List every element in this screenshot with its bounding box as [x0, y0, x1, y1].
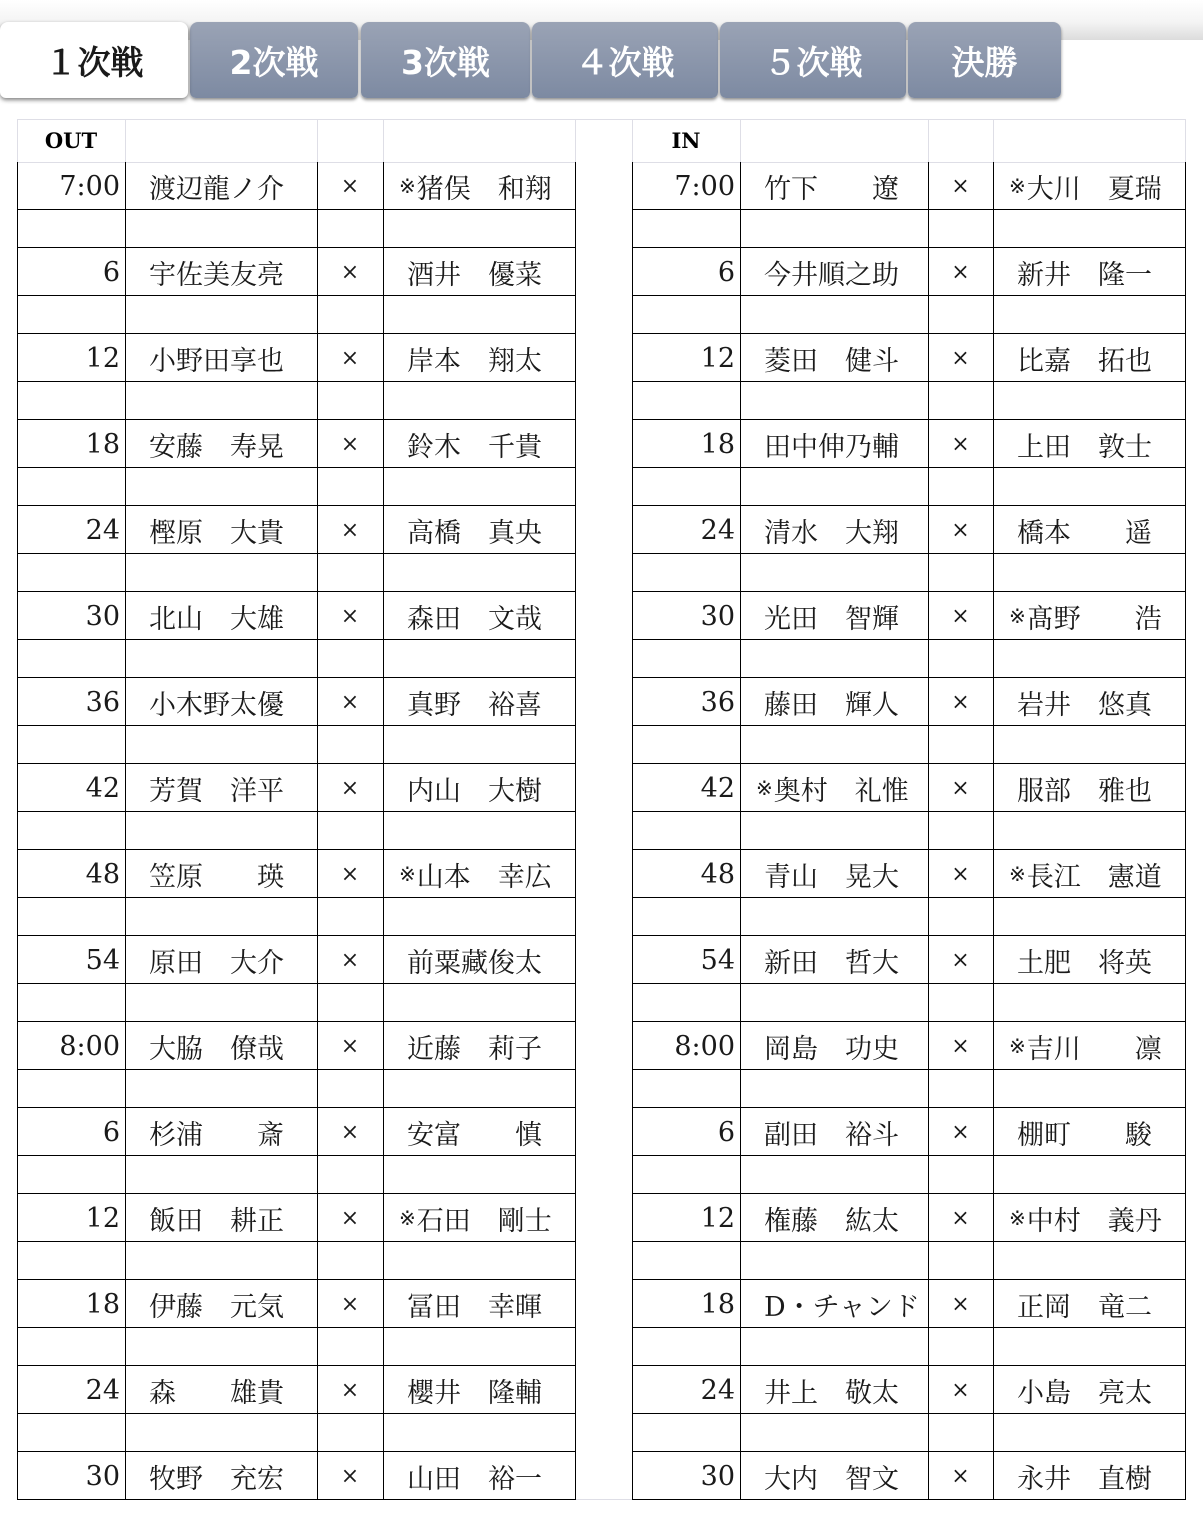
match-time-text: 18: [85, 428, 120, 460]
player-1-name-text: 牧野 充宏: [149, 1463, 284, 1495]
match-time-text: 12: [85, 342, 120, 374]
match-time: [632, 592, 740, 640]
player-2-name: [993, 1366, 1185, 1414]
player-2-name: [383, 1280, 575, 1328]
vs-symbol: [928, 850, 993, 898]
vs-symbol: [317, 678, 383, 726]
player-1-name: [125, 764, 317, 812]
header-divider: [928, 119, 929, 162]
player-1-name-text: 原田 大介: [149, 947, 284, 979]
player-2-name-text: 岩井 悠真: [1017, 689, 1152, 721]
player-2-name-text: 近藤 莉子: [407, 1033, 542, 1065]
vs-symbol-text: ×: [951, 603, 970, 629]
vs-symbol: [928, 162, 993, 210]
match-time: [632, 936, 740, 984]
vs-symbol-text: ×: [951, 947, 970, 973]
player-2-name-text: 鈴木 千貴: [407, 431, 542, 463]
player-1-name-text: 大内 智文: [764, 1463, 899, 1495]
vs-symbol: [317, 936, 383, 984]
tab-round-1[interactable]: １次戦: [0, 22, 188, 98]
player-1-name: [740, 1194, 928, 1242]
player-1-name: [740, 420, 928, 468]
player-1-name-text: 安藤 寿晃: [149, 431, 284, 463]
player-2-name-text: 髙野 浩: [1026, 603, 1162, 635]
player-2-name: [993, 850, 1185, 898]
vs-symbol: [317, 1108, 383, 1156]
round-tabs: [0, 22, 1203, 100]
player-2-name-text: 橋本 遥: [1017, 517, 1152, 549]
player-1-name-text: 井上 敬太: [764, 1377, 899, 1409]
player-1-name-text: 光田 智輝: [764, 603, 899, 635]
match-time-text: 24: [700, 514, 735, 546]
player-1-name-text: 笠原 瑛: [149, 861, 284, 893]
match-time-text: 8:00: [674, 1030, 735, 1062]
match-time-text: 12: [700, 1202, 735, 1234]
match-time-text: 48: [700, 858, 735, 890]
match-time: [17, 420, 125, 468]
player-2-name: [993, 764, 1185, 812]
player-2-name-text: 真野 裕喜: [407, 689, 542, 721]
vs-symbol: [317, 162, 383, 210]
vs-symbol: [928, 334, 993, 382]
player-2-name-text: 冨田 幸暉: [407, 1291, 542, 1323]
player-2-name-text: 猪俣 和翔: [416, 173, 552, 205]
player-1-name: [125, 592, 317, 640]
player-1-name-text: 田中伸乃輔: [764, 431, 899, 463]
match-time: [17, 1194, 125, 1242]
tab-round-2[interactable]: 2次戦: [190, 22, 358, 98]
vs-symbol-text: ×: [951, 1119, 970, 1145]
vs-symbol-text: ×: [340, 947, 360, 973]
vs-symbol: [928, 1366, 993, 1414]
player-2-name: [383, 1022, 575, 1070]
vs-symbol: [317, 506, 383, 554]
seed-mark: ※: [1009, 174, 1026, 198]
player-1-name: [125, 420, 317, 468]
header-divider: [1185, 119, 1186, 162]
vs-symbol-text: ×: [951, 517, 970, 543]
player-2-name-text: 新井 隆一: [1017, 259, 1152, 291]
match-time-text: 6: [102, 256, 120, 288]
player-2-name: [383, 764, 575, 812]
player-2-name: [383, 248, 575, 296]
vs-symbol-text: ×: [340, 1205, 360, 1231]
player-2-name: [993, 506, 1185, 554]
vs-symbol-text: ×: [340, 689, 360, 715]
vs-symbol-text: ×: [951, 1377, 970, 1403]
match-time-text: 24: [85, 1374, 120, 1406]
player-1-name: [740, 162, 928, 210]
player-1-name: [740, 1280, 928, 1328]
match-time-text: 24: [85, 514, 120, 546]
player-2-name-text: 上田 敦士: [1017, 431, 1152, 463]
player-1-name-text: 北山 大雄: [149, 603, 284, 635]
vs-symbol: [317, 248, 383, 296]
player-2-name-text: 森田 文哉: [407, 603, 542, 635]
match-time: [632, 678, 740, 726]
match-time: [17, 162, 125, 210]
match-time: [17, 1280, 125, 1328]
player-2-name: [993, 678, 1185, 726]
player-2-name: [993, 1022, 1185, 1070]
match-time-text: 30: [85, 1460, 120, 1492]
player-2-name-text: 石田 剛士: [416, 1205, 552, 1237]
player-2-name: [993, 936, 1185, 984]
player-2-name-text: 正岡 竜二: [1017, 1291, 1152, 1323]
match-time-text: 8:00: [59, 1030, 120, 1062]
tab-round-6[interactable]: 決勝: [908, 22, 1061, 98]
match-time-text: 12: [700, 342, 735, 374]
player-1-name: [125, 1194, 317, 1242]
player-2-name-text: 酒井 優菜: [407, 259, 542, 291]
player-1-name: [125, 506, 317, 554]
column-divider: [575, 162, 576, 1500]
match-time: [17, 506, 125, 554]
player-1-name-text: D・チャンド: [764, 1291, 920, 1323]
vs-symbol: [317, 764, 383, 812]
player-2-name: [383, 850, 575, 898]
vs-symbol: [928, 506, 993, 554]
player-1-name: [125, 936, 317, 984]
player-2-name: [993, 1452, 1185, 1500]
player-1-name-text: 芳賀 洋平: [149, 775, 284, 807]
player-1-name-text: 副田 裕斗: [764, 1119, 899, 1151]
player-1-name: [740, 1452, 928, 1500]
vs-symbol-text: ×: [951, 861, 970, 887]
vs-symbol: [317, 850, 383, 898]
column-divider: [1185, 162, 1186, 1500]
player-2-name-text: 安富 慎: [407, 1119, 542, 1151]
player-2-name: [383, 334, 575, 382]
player-1-name: [740, 1366, 928, 1414]
header-top-line: [17, 119, 1185, 120]
match-time-text: 42: [85, 772, 120, 804]
vs-symbol-text: ×: [340, 1291, 360, 1317]
match-time-text: 36: [700, 686, 735, 718]
player-1-name: [125, 850, 317, 898]
player-2-name: [993, 1280, 1185, 1328]
match-time-text: 18: [700, 1288, 735, 1320]
player-1-name: [125, 1108, 317, 1156]
vs-symbol-text: ×: [340, 775, 360, 801]
seed-mark: ※: [399, 1206, 416, 1230]
player-1-name-text: 森 雄貴: [149, 1377, 284, 1409]
player-1-name-text: 竹下 遼: [764, 173, 899, 205]
match-time-text: 48: [85, 858, 120, 890]
player-2-name-text: 永井 直樹: [1017, 1463, 1152, 1495]
vs-symbol: [317, 1280, 383, 1328]
match-time-text: 30: [700, 1460, 735, 1492]
vs-symbol-text: ×: [951, 1033, 970, 1059]
player-1-name: [740, 592, 928, 640]
player-1-name: [125, 678, 317, 726]
player-1-name: [125, 334, 317, 382]
match-time: [632, 1108, 740, 1156]
player-1-name: [740, 248, 928, 296]
match-time-text: 7:00: [59, 170, 120, 202]
player-1-name-text: 伊藤 元気: [149, 1291, 284, 1323]
player-2-name: [383, 678, 575, 726]
match-time: [632, 248, 740, 296]
player-2-name-text: 櫻井 隆輔: [407, 1377, 542, 1409]
gap-bottom-line: [575, 1499, 632, 1500]
vs-symbol-text: ×: [951, 431, 970, 457]
vs-symbol-text: ×: [340, 345, 360, 371]
player-1-name-text: 樫原 大貴: [149, 517, 284, 549]
match-time-text: 54: [85, 944, 120, 976]
player-2-name: [993, 592, 1185, 640]
player-1-name-text: 藤田 輝人: [764, 689, 899, 721]
vs-symbol-text: ×: [340, 517, 360, 543]
match-time: [17, 1366, 125, 1414]
vs-symbol: [928, 420, 993, 468]
player-1-name-text: 小野田享也: [149, 345, 284, 377]
match-time: [17, 334, 125, 382]
vs-symbol: [928, 592, 993, 640]
header-divider: [740, 119, 741, 162]
player-2-name: [383, 420, 575, 468]
seed-mark: ※: [1009, 862, 1026, 886]
player-1-name-text: 小木野太優: [149, 689, 284, 721]
out-header: OUT: [44, 128, 98, 153]
player-2-name-text: 土肥 将英: [1017, 947, 1152, 979]
player-1-name-text: 今井順之助: [764, 259, 899, 291]
match-time: [632, 1280, 740, 1328]
vs-symbol: [317, 1194, 383, 1242]
player-1-name: [740, 936, 928, 984]
player-1-name-text: 奥村 礼惟: [773, 775, 909, 807]
player-1-name: [740, 1022, 928, 1070]
player-2-name: [383, 592, 575, 640]
player-1-name-text: 飯田 耕正: [149, 1205, 284, 1237]
player-2-name: [383, 1108, 575, 1156]
vs-symbol: [928, 1194, 993, 1242]
in-header: IN: [671, 128, 701, 153]
player-1-name: [740, 1108, 928, 1156]
player-2-name: [383, 1366, 575, 1414]
player-2-name: [993, 420, 1185, 468]
vs-symbol-text: ×: [340, 861, 360, 887]
player-1-name-text: 渡辺龍ノ介: [149, 173, 284, 205]
player-2-name: [383, 506, 575, 554]
vs-symbol-text: ×: [340, 1033, 360, 1059]
vs-symbol-text: ×: [951, 1463, 970, 1489]
seed-mark: ※: [1009, 604, 1026, 628]
vs-symbol: [317, 334, 383, 382]
match-time: [632, 1366, 740, 1414]
player-2-name: [383, 162, 575, 210]
match-time: [632, 420, 740, 468]
vs-symbol-text: ×: [340, 259, 360, 285]
vs-symbol: [928, 764, 993, 812]
tab-round-3[interactable]: 3次戦: [361, 22, 530, 98]
match-time: [17, 936, 125, 984]
player-1-name: [740, 850, 928, 898]
player-2-name: [383, 936, 575, 984]
player-2-name-text: 吉川 凛: [1026, 1033, 1162, 1065]
vs-symbol: [317, 1366, 383, 1414]
match-time: [17, 678, 125, 726]
vs-symbol: [928, 936, 993, 984]
player-1-name-text: 清水 大翔: [764, 517, 899, 549]
vs-symbol: [928, 1108, 993, 1156]
vs-symbol: [317, 420, 383, 468]
player-1-name-text: 宇佐美友亮: [149, 259, 284, 291]
vs-symbol-text: ×: [340, 431, 360, 457]
vs-symbol: [317, 1022, 383, 1070]
player-2-name: [383, 1194, 575, 1242]
player-1-name: [740, 764, 928, 812]
tab-round-5[interactable]: ５次戦: [720, 22, 906, 98]
match-time: [632, 162, 740, 210]
match-time: [17, 248, 125, 296]
match-time-text: 6: [717, 1116, 735, 1148]
vs-symbol-text: ×: [340, 603, 360, 629]
player-2-name-text: 高橋 真央: [407, 517, 542, 549]
header-divider: [575, 119, 576, 162]
player-1-name: [740, 334, 928, 382]
player-1-name: [125, 162, 317, 210]
player-2-name: [993, 1108, 1185, 1156]
match-time-text: 42: [700, 772, 735, 804]
header-divider: [125, 119, 126, 162]
match-time: [632, 764, 740, 812]
match-time-text: 6: [102, 1116, 120, 1148]
player-2-name-text: 棚町 駿: [1017, 1119, 1152, 1151]
player-1-name: [125, 1366, 317, 1414]
player-1-name: [740, 678, 928, 726]
player-2-name: [383, 1452, 575, 1500]
player-2-name-text: 服部 雅也: [1017, 775, 1152, 807]
match-time: [632, 1452, 740, 1500]
vs-symbol-text: ×: [340, 1119, 360, 1145]
header-divider: [383, 119, 384, 162]
player-1-name-text: 杉浦 斎: [149, 1119, 284, 1151]
match-time: [632, 1022, 740, 1070]
player-2-name-text: 大川 夏瑞: [1026, 173, 1162, 205]
vs-symbol-text: ×: [340, 173, 360, 199]
vs-symbol-text: ×: [951, 775, 970, 801]
vs-symbol: [317, 592, 383, 640]
player-2-name-text: 長江 憲道: [1026, 861, 1162, 893]
player-2-name: [993, 248, 1185, 296]
match-time: [17, 1452, 125, 1500]
vs-symbol-text: ×: [951, 1205, 970, 1231]
match-time-text: 18: [85, 1288, 120, 1320]
player-1-name: [125, 1280, 317, 1328]
match-time: [632, 850, 740, 898]
vs-symbol: [317, 1452, 383, 1500]
vs-symbol: [928, 1022, 993, 1070]
match-time-text: 30: [85, 600, 120, 632]
match-time: [632, 334, 740, 382]
vs-symbol-text: ×: [951, 345, 970, 371]
player-2-name: [993, 334, 1185, 382]
match-time-text: 36: [85, 686, 120, 718]
vs-symbol-text: ×: [340, 1377, 360, 1403]
player-2-name-text: 比嘉 拓也: [1017, 345, 1152, 377]
vs-symbol-text: ×: [951, 173, 970, 199]
match-time: [17, 850, 125, 898]
player-2-name-text: 前粟藏俊太: [407, 947, 542, 979]
match-time-text: 18: [700, 428, 735, 460]
player-1-name-text: 青山 晃大: [764, 861, 899, 893]
vs-symbol-text: ×: [340, 1463, 360, 1489]
player-1-name-text: 大脇 僚哉: [149, 1033, 284, 1065]
player-1-name: [125, 1022, 317, 1070]
seed-mark: ※: [399, 862, 416, 886]
match-time-text: 54: [700, 944, 735, 976]
player-2-name-text: 山田 裕一: [407, 1463, 542, 1495]
player-2-name-text: 小島 亮太: [1017, 1377, 1152, 1409]
vs-symbol: [928, 1280, 993, 1328]
header-divider: [993, 119, 994, 162]
player-1-name: [125, 248, 317, 296]
vs-symbol-text: ×: [951, 259, 970, 285]
match-time: [17, 1108, 125, 1156]
player-1-name-text: 新田 哲大: [764, 947, 899, 979]
vs-symbol: [928, 1452, 993, 1500]
tab-round-4[interactable]: ４次戦: [532, 22, 718, 98]
match-time-text: 24: [700, 1374, 735, 1406]
match-time-text: 12: [85, 1202, 120, 1234]
match-time-text: 7:00: [674, 170, 735, 202]
match-time: [17, 764, 125, 812]
vs-symbol: [928, 248, 993, 296]
match-time: [17, 1022, 125, 1070]
player-1-name: [740, 506, 928, 554]
player-1-name-text: 権藤 紘太: [764, 1205, 899, 1237]
seed-mark: ※: [1009, 1206, 1026, 1230]
seed-mark: ※: [399, 174, 416, 198]
match-time: [632, 1194, 740, 1242]
match-time: [632, 506, 740, 554]
match-time: [17, 592, 125, 640]
player-1-name-text: 菱田 健斗: [764, 345, 899, 377]
vs-symbol: [928, 678, 993, 726]
player-2-name: [993, 162, 1185, 210]
match-time-text: 30: [700, 600, 735, 632]
seed-mark: ※: [1009, 1034, 1026, 1058]
player-2-name-text: 内山 大樹: [407, 775, 542, 807]
player-2-name-text: 中村 義丹: [1026, 1205, 1162, 1237]
header-divider: [317, 119, 318, 162]
vs-symbol-text: ×: [951, 1291, 970, 1317]
match-time-text: 6: [717, 256, 735, 288]
player-2-name-text: 岸本 翔太: [407, 345, 542, 377]
player-1-name: [125, 1452, 317, 1500]
vs-symbol-text: ×: [951, 689, 970, 715]
player-1-name-text: 岡島 功史: [764, 1033, 899, 1065]
seed-mark: ※: [756, 776, 773, 800]
player-2-name-text: 山本 幸広: [416, 861, 552, 893]
player-2-name: [993, 1194, 1185, 1242]
